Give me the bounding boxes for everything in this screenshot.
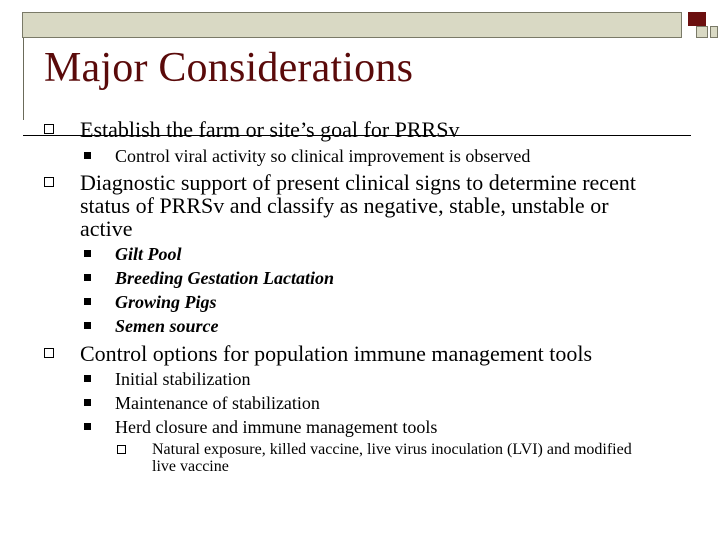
corner-accent-dark — [688, 12, 706, 26]
hollow-square-bullet-icon — [44, 177, 54, 187]
solid-square-bullet-icon — [84, 399, 91, 406]
header-bar — [22, 12, 682, 38]
hollow-square-bullet-icon — [44, 348, 54, 358]
solid-square-bullet-icon — [84, 322, 91, 329]
bullet-text: Control options for population immune management tools — [80, 341, 593, 366]
sub-bullet-text: Growing Pigs — [115, 292, 217, 312]
title-vertical-rule — [23, 38, 24, 120]
sub-bullet-text: Control viral activity so clinical improvement is observed — [115, 146, 531, 166]
solid-square-bullet-icon — [84, 375, 91, 382]
hollow-square-bullet-icon — [44, 124, 54, 134]
sub-sub-bullet-text: Natural exposure, killed vaccine, live virus inoculation (LVI) and modified live vaccine — [152, 441, 632, 475]
corner-accent-light — [696, 26, 708, 38]
solid-square-bullet-icon — [84, 152, 91, 159]
solid-square-bullet-icon — [84, 250, 91, 257]
sub-bullet-text: Semen source — [115, 316, 219, 336]
corner-accent-light-2 — [710, 26, 718, 38]
hollow-square-bullet-icon — [117, 445, 126, 454]
solid-square-bullet-icon — [84, 274, 91, 281]
sub-bullet-text: Initial stabilization — [115, 369, 251, 389]
slide-title: Major Considerations — [44, 45, 414, 91]
solid-square-bullet-icon — [84, 423, 91, 430]
bullet-text: Establish the farm or site’s goal for PRRSv — [80, 117, 460, 142]
sub-bullet-text: Gilt Pool — [115, 244, 182, 264]
sub-bullet-text: Maintenance of stabilization — [115, 393, 320, 413]
sub-bullet-text: Breeding Gestation Lactation — [115, 268, 335, 288]
solid-square-bullet-icon — [84, 298, 91, 305]
bullet-text: Diagnostic support of present clinical signs to determine recent status of PRRSv and classify as negative, stable, unstable or active — [80, 170, 636, 241]
sub-bullet-text: Herd closure and immune management tools — [115, 417, 438, 437]
